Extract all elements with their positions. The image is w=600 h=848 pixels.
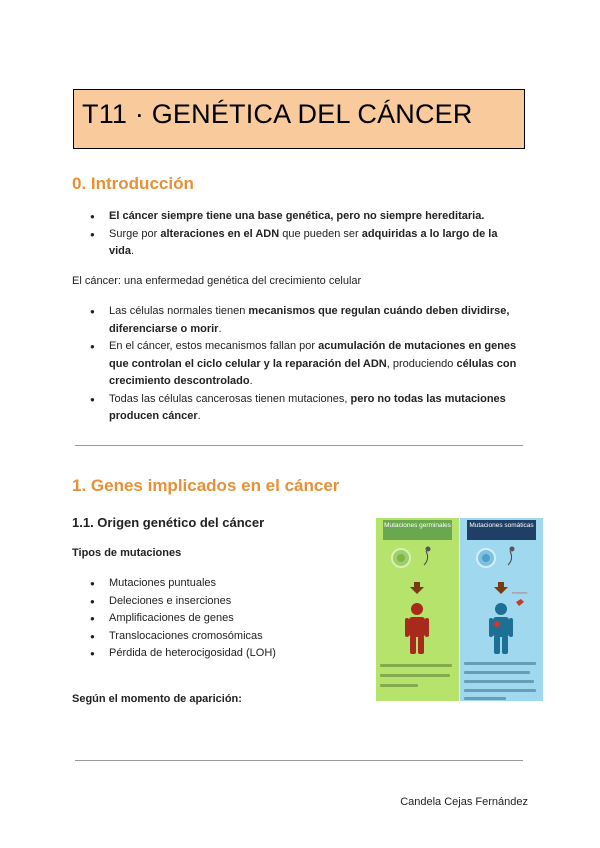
germinal-title: Mutaciones germinales xyxy=(384,522,451,529)
list-item: ● Las células normales tienen mecanismos que regulan cuándo deben dividirse, diferenciarse o morir. xyxy=(90,303,525,338)
list-item: ● Todas las células cancerosas tienen mutaciones, pero no todas las mutaciones producen cáncer. xyxy=(90,391,525,426)
cancer-bullets xyxy=(90,303,525,426)
list-item: ● El cáncer siempre tiene una base genética, pero no siempre hereditaria. xyxy=(90,208,525,226)
list-item: ● Translocaciones cromosómicas xyxy=(90,628,360,646)
subsection-text: El cáncer: una enfermedad genética del crecimiento celular xyxy=(72,275,362,287)
list-item: ● Mutaciones puntuales xyxy=(90,575,360,593)
section-0-heading: 0. Introducción xyxy=(72,174,194,193)
divider xyxy=(75,445,523,446)
types-label: Tipos de mutaciones xyxy=(72,547,182,559)
svg-text:≈≈≈≈≈≈≈: ≈≈≈≈≈≈≈ xyxy=(512,590,528,595)
author-footer: Candela Cejas Fernández xyxy=(400,796,528,808)
list-item: ● Surge por alteraciones en el ADN que pueden ser adquiridas a lo largo de la vida. xyxy=(90,226,525,261)
tumor-icon xyxy=(494,621,500,627)
list-item: ● En el cáncer, estos mecanismos fallan por acumulación de mutaciones en genes que controlan el ciclo celular y la reparación del ADN, produciendo células con crecimiento descontrolado. xyxy=(90,338,525,391)
list-item: ● Deleciones e inserciones xyxy=(90,593,360,611)
title-box xyxy=(73,89,525,149)
section-1-heading: 1. Genes implicados en el cáncer xyxy=(72,476,340,495)
mutation-types-list xyxy=(90,575,360,663)
divider-2 xyxy=(75,760,523,761)
mutations-figure xyxy=(376,518,543,701)
subsection-heading: 1.1. Origen genético del cáncer xyxy=(72,515,265,530)
page-title: T11 · GENÉTICA DEL CÁNCER xyxy=(82,99,473,129)
list-item: ● Amplificaciones de genes xyxy=(90,610,360,628)
list-item: ● Pérdida de heterocigosidad (LOH) xyxy=(90,645,360,663)
somatic-title: Mutaciones somáticas xyxy=(469,522,534,529)
intro-bullets xyxy=(90,208,525,261)
moment-label: Según el momento de aparición: xyxy=(72,693,242,705)
